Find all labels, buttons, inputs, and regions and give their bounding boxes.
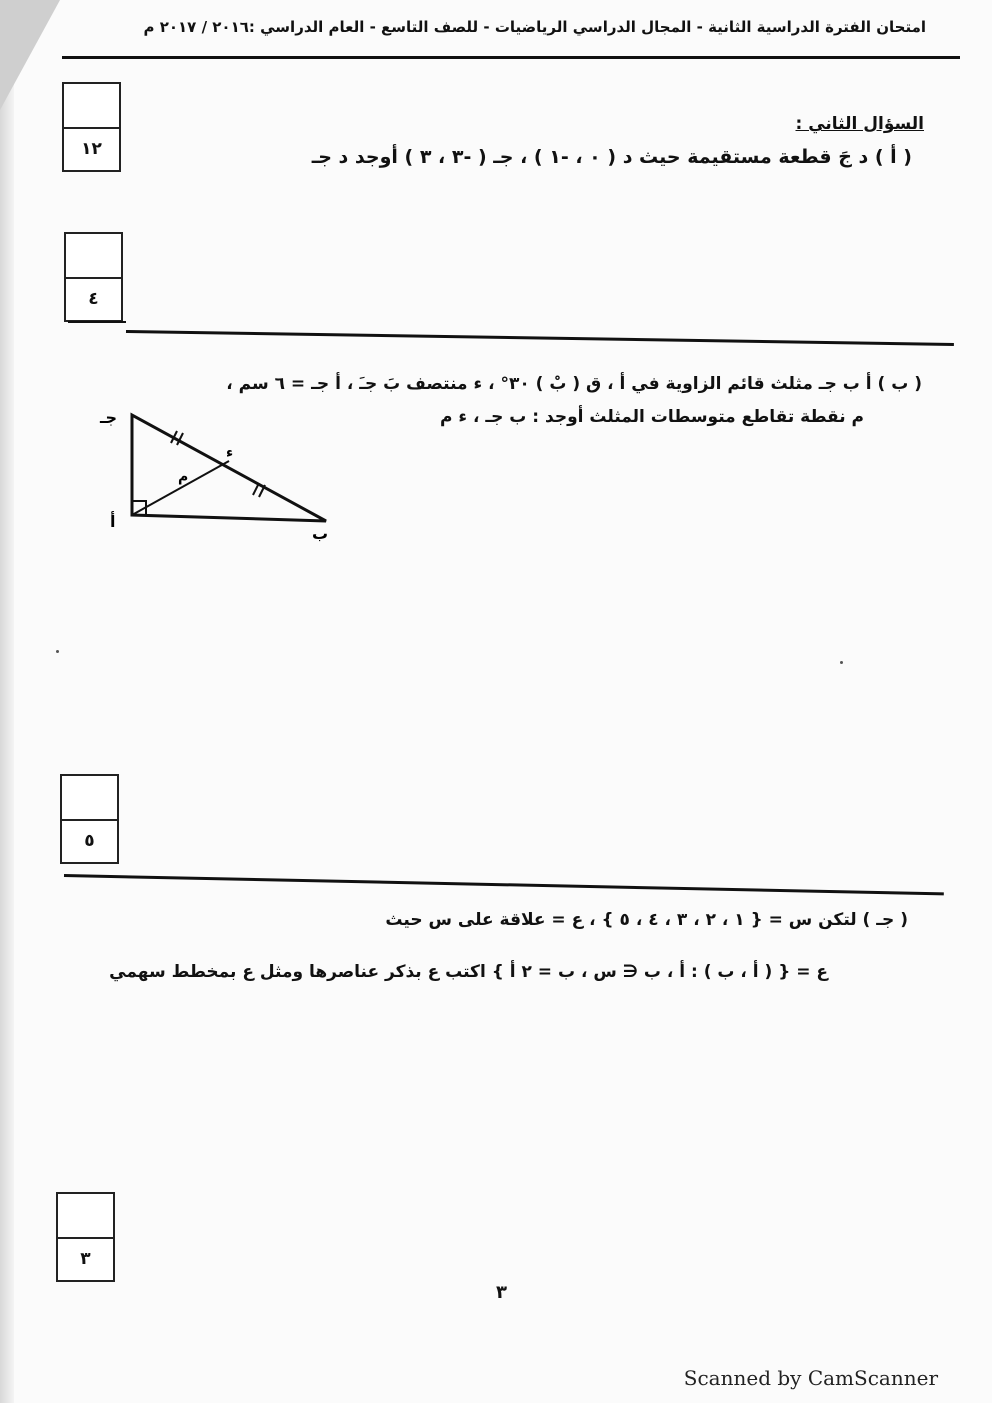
part-b-score-box: [60, 774, 119, 864]
part-c-line1: ( جـ ) لتكن س = { ١ ، ٢ ، ٣ ، ٤ ، ٥ } ، ع = علاقة على س حيث: [385, 910, 908, 930]
scan-speck: [56, 650, 59, 653]
header-rule: [62, 56, 960, 59]
part-b-line2: م نقطة تقاطع متوسطات المثلث أوجد : ب جـ ، ء م: [439, 407, 864, 427]
score-blank: [58, 1194, 113, 1239]
scan-edge-shadow: [0, 0, 14, 1403]
part-b-score: ٥: [84, 831, 95, 851]
scanner-watermark: Scanned by CamScanner: [683, 1366, 938, 1390]
score-blank: [66, 234, 121, 279]
score-blank: [64, 84, 119, 129]
page-number: ٣: [496, 1282, 507, 1303]
part-c-score: ٣: [80, 1249, 91, 1269]
label-centroid: م: [178, 469, 189, 485]
label-c: جـ: [100, 408, 117, 427]
part-a-score-box: [64, 232, 123, 322]
triangle-figure: [98, 405, 338, 545]
part-a-text: ( أ ) د جَ قطعة مستقيمة حيث د ( ٠ ، -١ ) ، جـ ( -٣ ، ٣ ) أوجد د جـ: [311, 146, 912, 168]
exam-header: امتحان الفترة الدراسية الثانية - المجال الدراسي الرياضيات - للصف التاسع - العام الدراسي :٢٠١٦ / ٢٠١٧ م: [143, 18, 926, 36]
triangle-abc: [132, 415, 326, 521]
folded-corner: [0, 0, 60, 110]
scan-speck: [840, 661, 843, 664]
total-score: ١٢: [81, 139, 102, 159]
part-a-score: ٤: [88, 289, 99, 309]
part-c-score-box: [56, 1192, 115, 1282]
question-title: السؤال الثاني :: [795, 114, 924, 134]
score-blank: [62, 776, 117, 821]
label-b: ب: [312, 524, 329, 543]
section-divider: [64, 874, 944, 895]
label-midpoint: ء: [226, 445, 234, 461]
part-c-line2: ع = { ( أ ، ب ) : أ ، ب ∈ س ، ب = ٢ أ } اكتب ع بذكر عناصرها ومثل ع بمخطط سهمي: [109, 962, 828, 982]
part-b-line1: ( ب ) أ ب جـ مثلث قائم الزاوية في أ ، ق ( بْ ) ٣٠° ، ء منتصف بَ جـَ ، أ جـ = ٦ سم ،: [226, 374, 922, 394]
total-score-box: [62, 82, 121, 172]
label-a: أ: [110, 512, 116, 531]
section-divider: [68, 321, 126, 323]
section-divider: [126, 330, 954, 346]
tick-mark: [253, 483, 259, 495]
